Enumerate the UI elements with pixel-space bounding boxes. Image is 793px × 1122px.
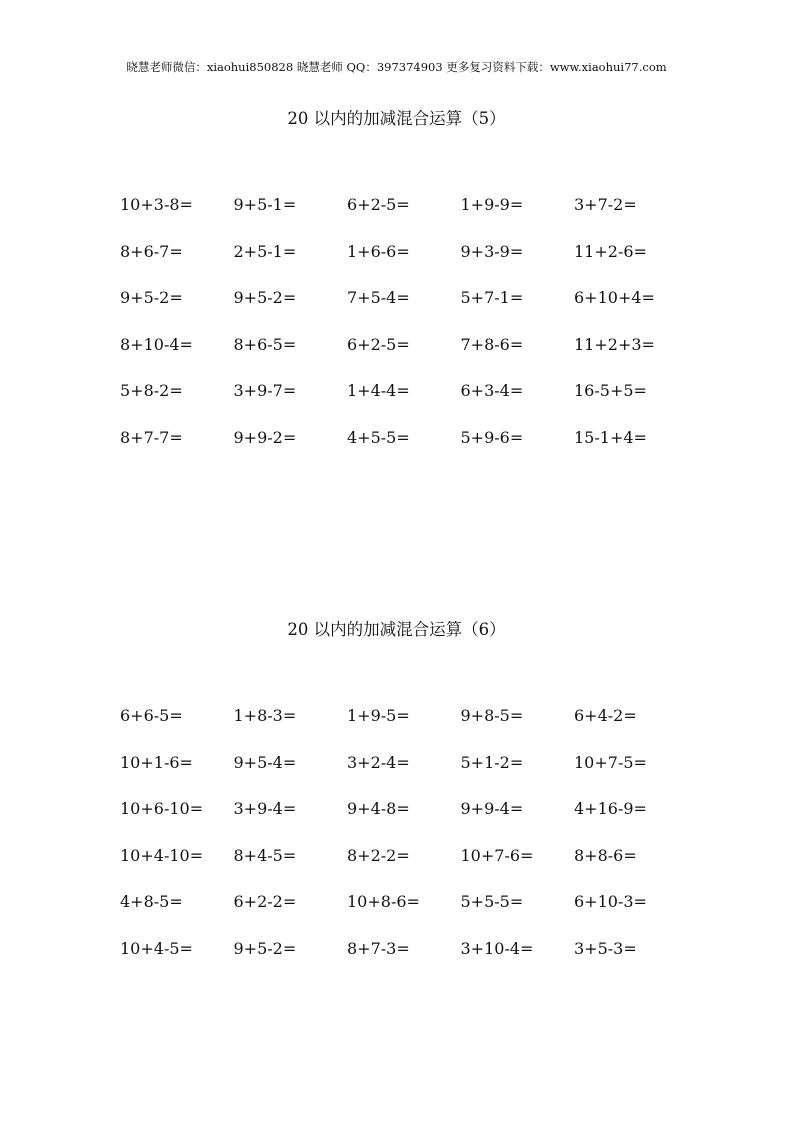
problem-row bbox=[120, 939, 700, 986]
problem: 3+10-4= bbox=[460, 938, 534, 958]
problem: 1+8-3= bbox=[233, 706, 297, 725]
problem: 9+5-4= bbox=[233, 752, 297, 772]
problem-row bbox=[120, 892, 700, 939]
problem: 6+2-5= bbox=[347, 334, 410, 354]
problem: 3+2-4= bbox=[347, 752, 410, 772]
problem: 3+5-3= bbox=[574, 938, 637, 958]
page-header: 晓慧老师微信：xiaohui850828 晓慧老师 QQ：397374903 更多复习资料下载：www.xiaohui77.com bbox=[126, 60, 667, 74]
problem: 5+1-2= bbox=[460, 752, 524, 772]
problem: 8+10-4= bbox=[120, 334, 193, 354]
problem: 9+3-9= bbox=[460, 241, 524, 261]
problem: 5+9-6= bbox=[460, 427, 524, 447]
problem: 9+9-4= bbox=[460, 799, 524, 819]
problem: 5+7-1= bbox=[460, 288, 524, 308]
problem: 6+10+4= bbox=[574, 288, 655, 308]
problem: 10+6-10= bbox=[120, 799, 204, 819]
problem: 8+6-7= bbox=[120, 241, 183, 261]
problem: 4+8-5= bbox=[120, 892, 183, 912]
problem: 8+8-6= bbox=[574, 845, 637, 865]
problem-row bbox=[120, 706, 700, 753]
problem: 5+8-2= bbox=[120, 381, 183, 401]
problem-row bbox=[120, 381, 700, 428]
problem: 1+9-9= bbox=[460, 195, 524, 214]
problem: 2+5-1= bbox=[233, 241, 297, 261]
problem: 1+6-6= bbox=[347, 241, 410, 261]
problem: 16-5+5= bbox=[574, 381, 647, 401]
problem: 10+4-10= bbox=[120, 845, 204, 865]
problem: 4+16-9= bbox=[574, 799, 647, 819]
problem: 9+9-2= bbox=[233, 427, 297, 447]
problem-grid bbox=[120, 195, 700, 475]
section-title: 20 以内的加减混合运算（6） bbox=[287, 620, 506, 639]
problem: 7+8-6= bbox=[460, 334, 524, 354]
problem: 10+3-8= bbox=[120, 195, 193, 214]
problem: 3+9-4= bbox=[233, 799, 297, 819]
problem: 8+6-5= bbox=[233, 334, 297, 354]
problem-row bbox=[120, 335, 700, 382]
problem: 8+7-7= bbox=[120, 427, 183, 447]
problem-row bbox=[120, 242, 700, 289]
problem: 3+9-7= bbox=[233, 381, 297, 401]
problem: 8+2-2= bbox=[347, 845, 410, 865]
problem: 7+5-4= bbox=[347, 288, 410, 308]
problem: 1+4-4= bbox=[347, 381, 410, 401]
problem: 9+8-5= bbox=[460, 706, 524, 725]
problem: 9+5-2= bbox=[233, 288, 297, 308]
problem: 6+2-5= bbox=[347, 195, 410, 214]
problem: 6+6-5= bbox=[120, 706, 183, 725]
problem-row bbox=[120, 428, 700, 475]
problem: 6+4-2= bbox=[574, 706, 637, 725]
problem: 6+10-3= bbox=[574, 892, 647, 912]
problem: 6+2-2= bbox=[233, 892, 297, 912]
problem: 6+3-4= bbox=[460, 381, 524, 401]
problem: 8+7-3= bbox=[347, 938, 410, 958]
problem: 10+7-5= bbox=[574, 752, 647, 772]
problem-row bbox=[120, 195, 700, 242]
problem: 9+5-2= bbox=[233, 938, 297, 958]
problem: 4+5-5= bbox=[347, 427, 410, 447]
problem: 10+8-6= bbox=[347, 892, 420, 912]
problem: 1+9-5= bbox=[347, 706, 410, 725]
problem: 10+7-6= bbox=[460, 845, 534, 865]
problem: 9+5-2= bbox=[120, 288, 183, 308]
problem-row bbox=[120, 288, 700, 335]
problem: 8+4-5= bbox=[233, 845, 297, 865]
problem: 10+4-5= bbox=[120, 938, 193, 958]
problem-row bbox=[120, 799, 700, 846]
problem-row bbox=[120, 753, 700, 800]
problem: 11+2+3= bbox=[574, 334, 655, 354]
problem-row bbox=[120, 846, 700, 893]
problem: 9+5-1= bbox=[233, 195, 297, 214]
problem: 15-1+4= bbox=[574, 427, 647, 447]
problem: 9+4-8= bbox=[347, 799, 410, 819]
problem: 5+5-5= bbox=[460, 892, 524, 912]
problem: 11+2-6= bbox=[574, 241, 647, 261]
problem-grid bbox=[120, 706, 700, 986]
problem: 10+1-6= bbox=[120, 752, 193, 772]
problem: 3+7-2= bbox=[574, 195, 637, 214]
section-title: 20 以内的加减混合运算（5） bbox=[287, 109, 506, 128]
